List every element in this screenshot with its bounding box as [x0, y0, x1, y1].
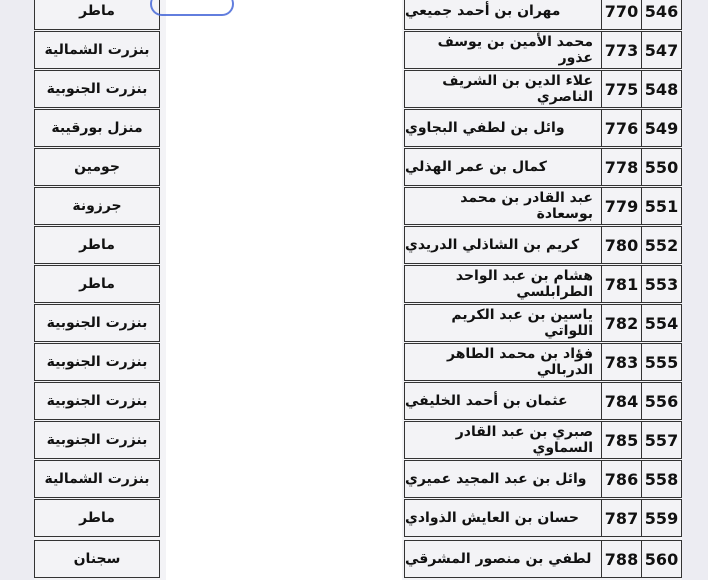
number-cell: [602, 460, 642, 498]
index-cell: [642, 0, 682, 30]
number-cell-text: 782: [604, 313, 639, 333]
number-cell: [602, 382, 642, 420]
index-cell-text: 553: [644, 274, 679, 294]
name-cell: [404, 421, 602, 459]
number-cell-text: 785: [604, 430, 639, 450]
name-cell: [404, 304, 602, 342]
index-cell: [642, 187, 682, 225]
index-cell-text: 555: [644, 352, 679, 372]
city-cell: [34, 31, 160, 69]
city-cell-text: بنزرت الشمالية: [44, 42, 150, 58]
number-cell: [602, 70, 642, 108]
city-cell-text: منزل بورقيبة: [51, 120, 143, 136]
city-cell: [34, 304, 160, 342]
name-cell-text: علاء الدين بن الشريف الناصري: [442, 73, 593, 105]
name-cell: [404, 460, 602, 498]
index-cell-text: 549: [644, 118, 679, 138]
number-cell: [602, 499, 642, 537]
index-cell: [642, 343, 682, 381]
name-cell-text: فؤاد بن محمد الطاهر الدربالي: [446, 346, 593, 378]
index-cell: [642, 304, 682, 342]
index-cell: [642, 265, 682, 303]
city-cell: [34, 187, 160, 225]
city-cell-text: بنزرت الجنوبية: [46, 81, 148, 97]
city-cell-text: بنزرت الجنوبية: [46, 354, 148, 370]
name-cell-text: ياسين بن عبد الكريم اللواتي: [451, 307, 593, 339]
name-cell: [404, 499, 602, 537]
index-cell-text: 560: [644, 549, 679, 569]
number-cell: [602, 226, 642, 264]
name-cell: [404, 187, 602, 225]
city-cell: [34, 343, 160, 381]
index-cell-text: 550: [644, 157, 679, 177]
number-cell-text: 776: [604, 118, 639, 138]
index-cell-text: 547: [644, 40, 679, 60]
city-cell-text: سجنان: [73, 551, 121, 567]
city-cell: [34, 499, 160, 537]
number-cell: [602, 304, 642, 342]
number-cell: [602, 421, 642, 459]
city-cell: [34, 540, 160, 578]
number-cell: [602, 31, 642, 69]
city-cell-text: ماطر: [79, 510, 115, 526]
number-cell-text: 781: [604, 274, 639, 294]
name-cell-text: عثمان بن أحمد الخليفي: [405, 393, 568, 409]
number-cell: [602, 343, 642, 381]
city-cell-text: بنزرت الجنوبية: [46, 432, 148, 448]
number-cell-text: 778: [604, 157, 639, 177]
number-cell-text: 770: [604, 1, 639, 21]
city-cell: [34, 226, 160, 264]
index-cell-text: 557: [644, 430, 679, 450]
index-cell-text: 546: [644, 1, 679, 21]
index-cell-text: 556: [644, 391, 679, 411]
index-cell: [642, 540, 682, 578]
number-cell-text: 788: [604, 549, 639, 569]
city-cell: [34, 0, 160, 30]
city-cell: [34, 382, 160, 420]
index-cell: [642, 421, 682, 459]
number-cell-text: 773: [604, 40, 639, 60]
city-cell: [34, 265, 160, 303]
name-cell: [404, 265, 602, 303]
name-cell: [404, 109, 602, 147]
name-cell-text: وائل بن عبد المجيد عميري: [405, 471, 587, 487]
index-cell: [642, 499, 682, 537]
city-cell: [34, 109, 160, 147]
number-cell: [602, 109, 642, 147]
city-cell-text: ماطر: [79, 3, 115, 19]
name-cell: [404, 343, 602, 381]
name-cell-text: هشام بن عبد الواحد الطرابلسي: [455, 268, 593, 300]
index-cell: [642, 382, 682, 420]
number-cell-text: 775: [604, 79, 639, 99]
number-cell-text: 784: [604, 391, 639, 411]
name-cell-text: عبد القادر بن محمد بوسعادة: [460, 190, 593, 222]
name-cell-text: صبري بن عبد القادر السماوي: [455, 424, 593, 456]
number-cell: [602, 0, 642, 30]
index-cell-text: 551: [644, 196, 679, 216]
number-cell-text: 783: [604, 352, 639, 372]
ink-mark: [150, 0, 234, 16]
name-cell: [404, 0, 602, 30]
index-cell: [642, 226, 682, 264]
name-cell-text: وائل بن لطفي البجاوي: [405, 120, 565, 136]
name-cell-text: كمال بن عمر الهذلي: [405, 159, 547, 175]
city-cell-text: جومين: [74, 159, 120, 175]
number-cell-text: 779: [604, 196, 639, 216]
name-cell-text: محمد الأمين بن يوسف عذور: [437, 34, 593, 66]
index-cell-text: 548: [644, 79, 679, 99]
name-cell: [404, 540, 602, 578]
index-cell-text: 552: [644, 235, 679, 255]
city-cell-text: بنزرت الشمالية: [44, 471, 150, 487]
number-cell: [602, 187, 642, 225]
city-cell-text: بنزرت الجنوبية: [46, 393, 148, 409]
number-cell-text: 786: [604, 469, 639, 489]
index-cell-text: 554: [644, 313, 679, 333]
city-cell: [34, 70, 160, 108]
index-cell: [642, 460, 682, 498]
name-cell: [404, 226, 602, 264]
index-cell-text: 558: [644, 469, 679, 489]
name-cell-text: لطفي بن منصور المشرقي: [405, 551, 592, 567]
number-cell: [602, 148, 642, 186]
number-cell-text: 787: [604, 508, 639, 528]
name-cell: [404, 148, 602, 186]
number-cell: [602, 265, 642, 303]
city-cell-text: ماطر: [79, 237, 115, 253]
city-cell-text: جرزونة: [72, 198, 122, 214]
index-cell: [642, 31, 682, 69]
right-margin: [682, 0, 708, 580]
city-cell: [34, 421, 160, 459]
name-cell-text: حسان بن العايش الذوادي: [405, 510, 579, 526]
city-cell-text: ماطر: [79, 276, 115, 292]
city-cell-text: بنزرت الجنوبية: [46, 315, 148, 331]
index-cell: [642, 70, 682, 108]
index-cell: [642, 109, 682, 147]
name-cell: [404, 382, 602, 420]
index-cell: [642, 148, 682, 186]
name-cell: [404, 70, 602, 108]
name-cell-text: كريم بن الشاذلي الدريدي: [405, 237, 580, 253]
name-cell-text: مهران بن أحمد جميعي: [405, 3, 561, 19]
number-cell: [602, 540, 642, 578]
name-cell: [404, 31, 602, 69]
city-cell: [34, 460, 160, 498]
index-cell-text: 559: [644, 508, 679, 528]
number-cell-text: 780: [604, 235, 639, 255]
redacted-column: [166, 0, 402, 580]
city-cell: [34, 148, 160, 186]
